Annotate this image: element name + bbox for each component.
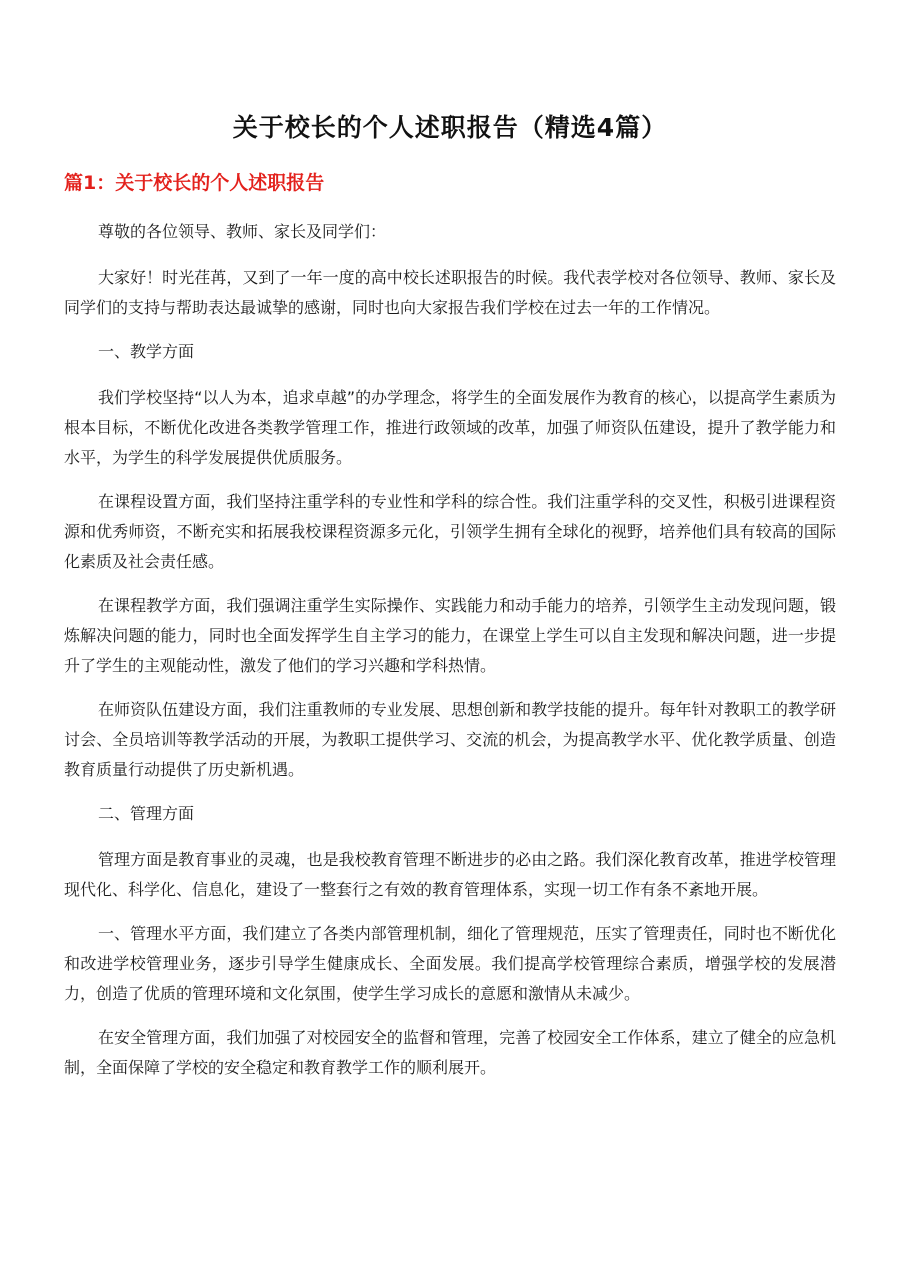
body-paragraph: 大家好！时光荏苒，又到了一年一度的高中校长述职报告的时候。我代表学校对各位领导、教师、家长及同学们的支持与帮助表达最诚挚的感谢，同时也向大家报告我们学校在过去一年的工作情况。 (64, 268, 836, 317)
body-paragraph: 一、管理水平方面，我们建立了各类内部管理机制，细化了管理规范，压实了管理责任，同时也不断优化和改进学校管理业务，逐步引导学生健康成长、全面发展。我们提高学校管理综合素质，增强学校的发展潜力，创造了优质的管理环境和文化氛围，使学生学习成长的意愿和激情从未减少。 (64, 924, 836, 1003)
salutation-paragraph: 尊敬的各位领导、教师、家长及同学们： (98, 222, 387, 241)
body-paragraph: 在课程设置方面，我们坚持注重学科的专业性和学科的综合性。我们注重学科的交叉性，积极引进课程资源和优秀师资，不断充实和拓展我校课程资源多元化，引领学生拥有全球化的视野，培养他们具有较高的国际化素质及社会责任感。 (64, 492, 836, 571)
section-heading: 篇1：关于校长的个人述职报告 (64, 172, 325, 194)
subsection-heading: 一、教学方面 (98, 342, 195, 361)
body-paragraph: 在师资队伍建设方面，我们注重教师的专业发展、思想创新和教学技能的提升。每年针对教职工的教学研讨会、全员培训等教学活动的开展，为教职工提供学习、交流的机会，为提高教学水平、优化教学质量、创造教育质量行动提供了历史新机遇。 (64, 700, 836, 779)
body-paragraph: 我们学校坚持“以人为本，追求卓越”的办学理念，将学生的全面发展作为教育的核心，以提高学生素质为根本目标，不断优化改进各类教学管理工作，推进行政领域的改革，加强了师资队伍建设，提升了教学能力和水平，为学生的科学发展提供优质服务。 (64, 388, 836, 467)
document-title: 关于校长的个人述职报告（精选4篇） (232, 113, 668, 142)
body-paragraph: 在安全管理方面，我们加强了对校园安全的监督和管理，完善了校园安全工作体系，建立了健全的应急机制，全面保障了学校的安全稳定和教育教学工作的顺利展开。 (64, 1028, 836, 1077)
body-paragraph: 管理方面是教育事业的灵魂，也是我校教育管理不断进步的必由之路。我们深化教育改革，推进学校管理现代化、科学化、信息化，建设了一整套行之有效的教育管理体系，实现一切工作有条不紊地开展。 (64, 850, 836, 899)
subsection-heading: 二、管理方面 (98, 804, 195, 823)
document-page (64, 108, 836, 1097)
body-paragraph: 在课程教学方面，我们强调注重学生实际操作、实践能力和动手能力的培养，引领学生主动发现问题，锻炼解决问题的能力，同时也全面发挥学生自主学习的能力，在课堂上学生可以自主发现和解决问题，进一步提升了学生的主观能动性，激发了他们的学习兴趣和学科热情。 (64, 596, 836, 675)
